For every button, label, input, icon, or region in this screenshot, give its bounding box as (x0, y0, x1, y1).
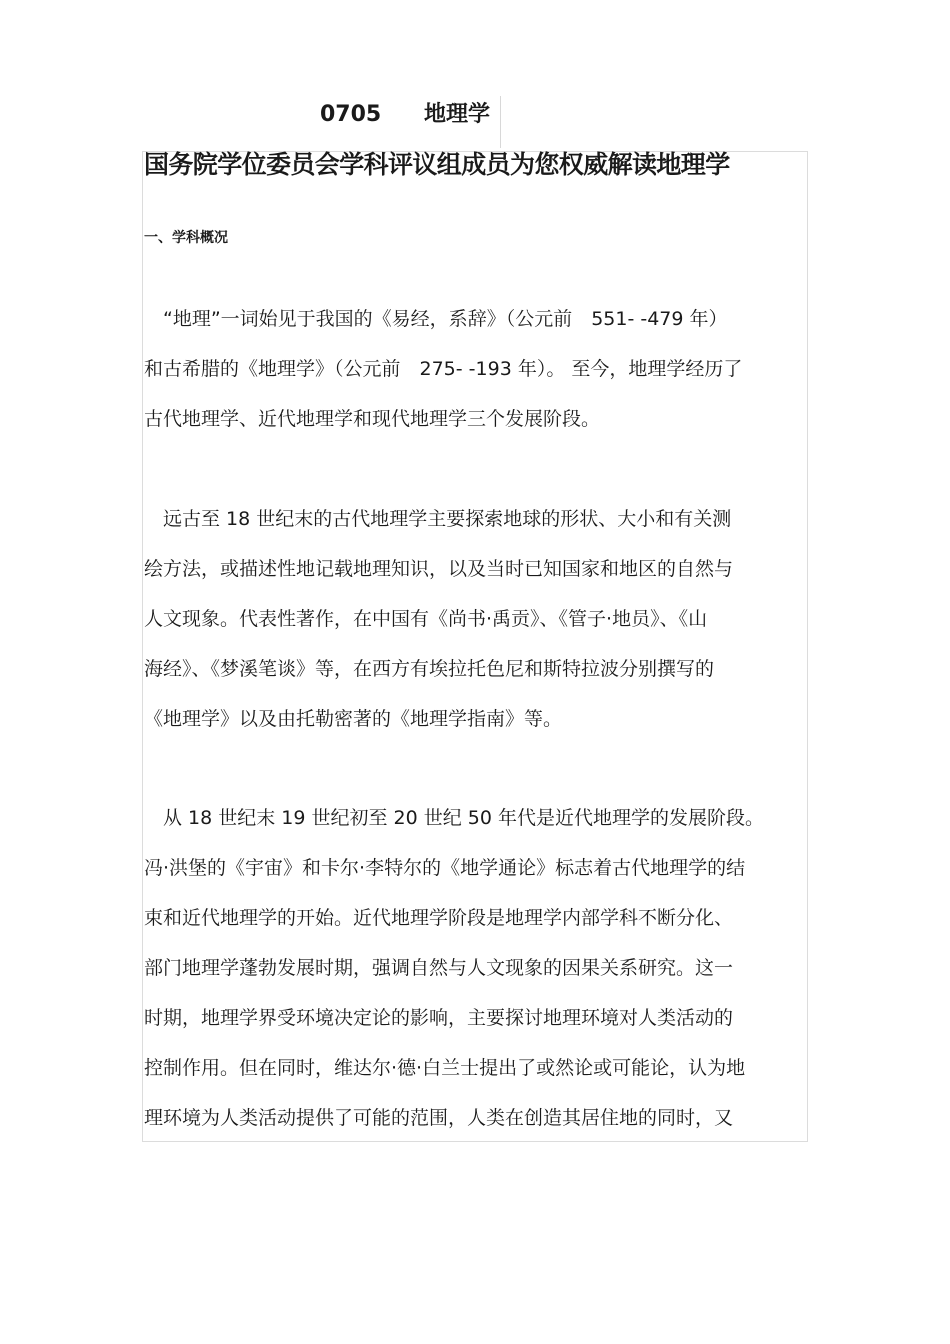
paragraph-line: 冯·洪堡的《宇宙》和卡尔·李特尔的《地学通论》标志着古代地理学的结 (144, 857, 746, 879)
paragraph-line: 部门地理学蓬勃发展时期，强调自然与人文现象的因果关系研究。这一 (144, 957, 734, 979)
paragraph-line: 古代地理学、近代地理学和现代地理学三个发展阶段。 (144, 408, 601, 430)
paragraph-line: 海经》、《梦溪笔谈》等，在西方有埃拉托色尼和斯特拉波分别撰写的 (144, 658, 715, 680)
subject-code-title (320, 100, 490, 130)
subject-name: 地理学 (424, 102, 491, 127)
paragraph-line: 从 18 世纪末 19 世纪初至 20 世纪 50 年代是近代地理学的发展阶段。 (144, 807, 765, 829)
title-frame-edge (500, 96, 501, 148)
paragraph-line: “地理”一词始见于我国的《易经，系辞》（公元前 551- -479 年） (144, 308, 728, 330)
paragraph-ancient-geography (144, 494, 816, 744)
paragraph-line: 理环境为人类活动提供了可能的范围，人类在创造其居住地的同时，又 (144, 1107, 734, 1129)
paragraph-line: 人文现象。代表性著作，在中国有《尚书·禹贡》、《管子·地员》、《山 (144, 608, 708, 630)
paragraph-line: 绘方法，或描述性地记载地理知识，以及当时已知国家和地区的自然与 (144, 558, 734, 580)
subject-code: 0705 (320, 102, 382, 127)
section-heading: 一、学科概况 (144, 230, 228, 246)
paragraph-line: 时期，地理学界受环境决定论的影响，主要探讨地理环境对人类活动的 (144, 1007, 734, 1029)
paragraph-line: 控制作用。但在同时，维达尔·德·白兰士提出了或然论或可能论，认为地 (144, 1057, 746, 1079)
paragraph-modern-geography (144, 793, 816, 1143)
page-headline: 国务院学位委员会学科评议组成员为您权威解读地理学 (144, 150, 730, 179)
paragraph-line: 和古希腊的《地理学》（公元前 275- -193 年）。 至今，地理学经历了 (144, 358, 743, 380)
paragraph-line: 《地理学》以及由托勒密著的《地理学指南》等。 (144, 708, 563, 730)
paragraph-line: 远古至 18 世纪末的古代地理学主要探索地球的形状、大小和有关测 (144, 508, 732, 530)
paragraph-line: 束和近代地理学的开始。近代地理学阶段是地理学内部学科不断分化、 (144, 907, 734, 929)
paragraph-origin (144, 294, 816, 444)
